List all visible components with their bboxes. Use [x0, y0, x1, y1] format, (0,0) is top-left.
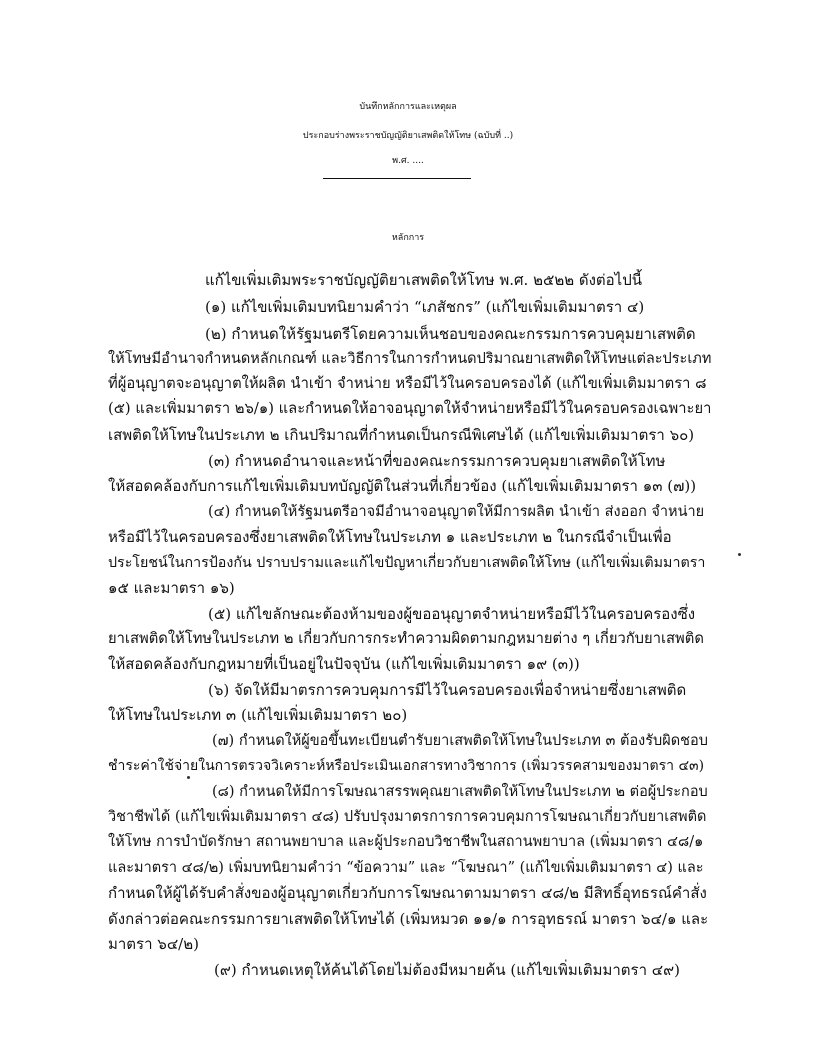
body-line: มาตรา ๖๔/๒) [108, 935, 199, 953]
body-line: เสพติดให้โทษในประเภท ๒ เกินปริมาณที่กำหนดเป็นกรณีพิเศษได้ (แก้ไขเพิ่มเติมมาตรา ๖๐) [108, 426, 695, 444]
body-line: กำหนดให้ผู้ได้รับคำสั่งของผู้อนุญาตเกี่ยวกับการโฆษณาตามมาตรา ๔๘/๒ มีสิทธิ์อุทธรณ์คำสั่ง [108, 884, 707, 902]
document-title: บันทึกหลักการและเหตุผล [359, 102, 457, 112]
body-line: (๒) กำหนดให้รัฐมนตรีโดยความเห็นชอบของคณะกรรมการควบคุมยาเสพติด [205, 325, 696, 343]
scan-speck [187, 776, 190, 779]
body-line: วิชาชีพได้ (แก้ไขเพิ่มเติมมาตรา ๔๘) ปรับปรุงมาตรการการควบคุมการโฆษณาเกี่ยวกับยาเสพติด [108, 809, 707, 825]
body-line: ให้สอดคล้องกับการแก้ไขเพิ่มเติมบทบัญญัติในส่วนที่เกี่ยวข้อง (แก้ไขเพิ่มเติมมาตรา ๑๓ (๗)) [108, 477, 697, 495]
document-year: พ.ศ. .... [392, 156, 424, 166]
body-line: ๑๕ และมาตรา ๑๖) [108, 579, 235, 597]
body-line: (๖) จัดให้มีมาตรการควบคุมการมีไว้ในครอบครองเพื่อจำหน่ายซึ่งยาเสพติด [208, 681, 687, 699]
body-line: แก้ไขเพิ่มเติมพระราชบัญญัติยาเสพติดให้โทษ พ.ศ. ๒๕๒๒ ดังต่อไปนี้ [205, 271, 642, 289]
body-line: ประโยชน์ในการป้องกัน ปราบปรามและแก้ไขปัญหาเกี่ยวกับยาเสพติดให้โทษ (แก้ไขเพิ่มเติมมาตรา [108, 555, 706, 571]
body-line: ให้โทษ การบำบัดรักษา สถานพยาบาล และผู้ประกอบวิชาชีพในสถานพยาบาล (เพิ่มมาตรา ๔๘/๑ [108, 834, 704, 850]
body-line: ให้โทษมีอำนาจกำหนดหลักเกณฑ์ และวิธีการในการกำหนดปริมาณยาเสพติดให้โทษแต่ละประเภท [108, 351, 712, 367]
body-line: (๘) กำหนดให้มีการโฆษณาสรรพคุณยาเสพติดให้โทษในประเภท ๒ ต่อผู้ประกอบ [212, 784, 708, 800]
title-underline [323, 178, 471, 179]
body-line: ดังกล่าวต่อคณะกรรมการยาเสพติดให้โทษได้ (เพิ่มหมวด ๑๑/๑ การอุทธรณ์ มาตรา ๖๔/๑ และ [108, 910, 709, 928]
section-title: หลักการ [391, 233, 425, 243]
body-line: (๑) แก้ไขเพิ่มเติมบทนิยามคำว่า “เภสัชกร” (แก้ไขเพิ่มเติมมาตรา ๔) [205, 298, 645, 316]
body-line: ให้สอดคล้องกับกฎหมายที่เป็นอยู่ในปัจจุบัน (แก้ไขเพิ่มเติมมาตรา ๑๙ (๓)) [108, 655, 580, 673]
body-line: ชำระค่าใช้จ่ายในการตรวจวิเคราะห์หรือประเมินเอกสารทางวิชาการ (เพิ่มวรรคสามของมาตรา ๔๓) [108, 758, 705, 774]
scan-speck [738, 553, 741, 556]
body-line: (๕) และเพิ่มมาตรา ๒๖/๑) และกำหนดให้อาจอนุญาตให้จำหน่ายหรือมีไว้ในครอบครองเฉพาะยา [108, 400, 712, 417]
body-line: (๔) กำหนดให้รัฐมนตรีอาจมีอำนาจอนุญาตให้มีการผลิต นำเข้า ส่งออก จำหน่าย [208, 504, 705, 520]
body-line: ให้โทษในประเภท ๓ (แก้ไขเพิ่มเติมมาตรา ๒๐) [108, 706, 408, 724]
body-line: (๙) กำหนดเหตุให้ค้นได้โดยไม่ต้องมีหมายค้น (แก้ไขเพิ่มเติมมาตรา ๔๙) [214, 961, 680, 979]
document-subtitle: ประกอบร่างพระราชบัญญัติยาเสพติดให้โทษ (ฉบับที่ ..) [302, 131, 514, 141]
body-line: (๕) แก้ไขลักษณะต้องห้ามของผู้ขออนุญาตจำหน่ายหรือมีไว้ในครอบครองซึ่ง [208, 605, 696, 623]
body-line: หรือมีไว้ในครอบครองซึ่งยาเสพติดให้โทษในประเภท ๑ และประเภท ๒ ในกรณีจำเป็นเพื่อ [108, 528, 672, 546]
body-line: และมาตรา ๔๘/๒) เพิ่มบทนิยามคำว่า “ข้อความ” และ “โฆษณา” (แก้ไขเพิ่มเติมมาตรา ๔) และ [108, 860, 704, 876]
body-line: ที่ผู้อนุญาตจะอนุญาตให้ผลิต นำเข้า จำหน่าย หรือมีไว้ในครอบครองได้ (แก้ไขเพิ่มเติมมาตรา ๘ [108, 375, 707, 392]
body-line: (๗) กำหนดให้ผู้ขอขึ้นทะเบียนตำรับยาเสพติดให้โทษในประเภท ๓ ต้องรับผิดชอบ [212, 733, 708, 749]
body-line: ยาเสพติดให้โทษในประเภท ๒ เกี่ยวกับการกระทำความผิดตามกฎหมายต่าง ๆ เกี่ยวกับยาเสพติด [108, 630, 704, 647]
body-line: (๓) กำหนดอำนาจและหน้าที่ของคณะกรรมการควบคุมยาเสพติดให้โทษ [208, 452, 666, 470]
